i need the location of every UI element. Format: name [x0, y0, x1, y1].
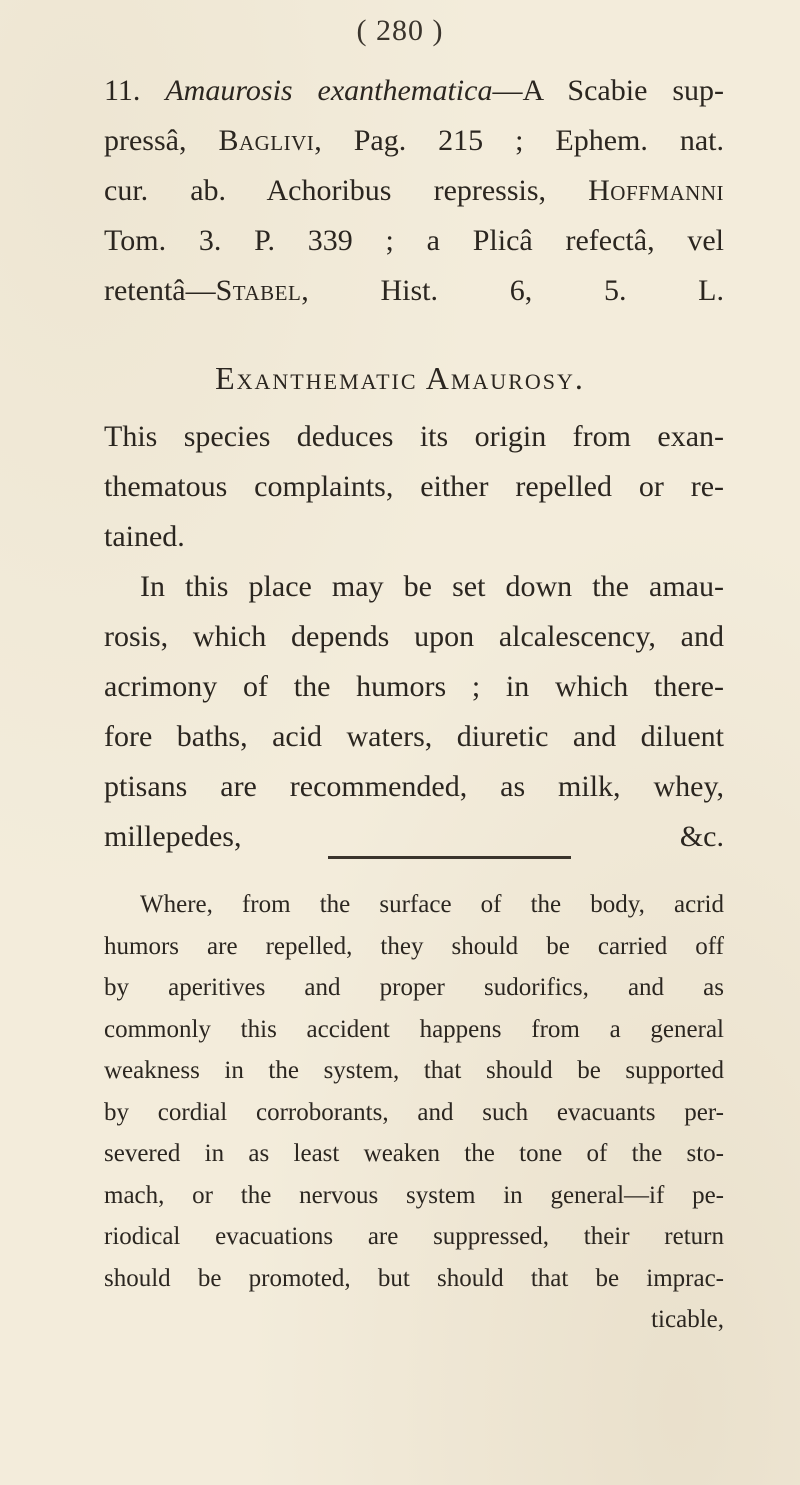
- paragraph-line: Where, from the surface of the body, acrid: [140, 891, 724, 918]
- paragraph-line: ptisans are recommended, as milk, whey,: [104, 770, 724, 803]
- section-heading: Exanthematic Amaurosy.: [215, 360, 585, 396]
- paragraph-line: In this place may be set down the amau-: [140, 570, 724, 603]
- paragraph-alcalescency: [104, 562, 724, 862]
- paragraph-line: thematous complaints, either repelled or re-: [104, 470, 724, 503]
- paragraph-origin: [104, 412, 724, 562]
- paragraph-line: riodical evacuations are suppressed, their return: [104, 1223, 724, 1250]
- paragraph-line: weakness in the system, that should be supported: [104, 1057, 724, 1084]
- paragraph-treatment: [104, 884, 724, 1341]
- entry-line-3: cur. ab. Achoribus repressis, Hoffmanni: [104, 174, 724, 207]
- paragraph-line: acrimony of the humors ; in which there-: [104, 670, 724, 703]
- paragraph-line: by aperitives and proper sudorifics, and as: [104, 974, 724, 1001]
- catchword: ticable,: [651, 1306, 724, 1333]
- entry-line-1: 11. Amaurosis exanthematica—A Scabie sup-: [104, 74, 725, 107]
- paragraph-line: mach, or the nervous system in general—if pe-: [104, 1181, 724, 1209]
- page-number: ( 280 ): [356, 14, 444, 47]
- entry-line-5: retentâ—Stabel, Hist. 6, 5. L.: [104, 274, 724, 307]
- author-stabel: Stabel: [215, 274, 302, 307]
- paragraph-line: should be promoted, but should that be imprac-: [104, 1264, 724, 1292]
- paragraph-line: rosis, which depends upon alcalescency, and: [104, 620, 724, 653]
- entry-latin-title: Amaurosis exanthematica: [165, 74, 493, 107]
- paragraph-line: This species deduces its origin from exan-: [104, 420, 724, 453]
- paragraph-line: humors are repelled, they should be carried off: [104, 932, 724, 960]
- entry-line-2: pressâ, Baglivi, Pag. 215 ; Ephem. nat.: [104, 124, 724, 157]
- entry-number: 11.: [104, 74, 141, 107]
- paragraph-line: tained.: [104, 520, 185, 553]
- paragraph-line: commonly this accident happens from a general: [104, 1015, 724, 1043]
- author-baglivi: Baglivi: [218, 124, 315, 157]
- paragraph-line: fore baths, acid waters, diuretic and diluent: [104, 720, 724, 753]
- paragraph-line: millepedes, &c.: [104, 820, 724, 853]
- paragraph-line: severed in as least weaken the tone of the sto-: [104, 1140, 724, 1167]
- paragraph-line: by cordial corroborants, and such evacuants per-: [104, 1098, 724, 1126]
- entry-line-4: Tom. 3. P. 339 ; a Plicâ refectâ, vel: [104, 224, 724, 257]
- section-divider: [328, 856, 571, 859]
- author-hoffmanni: Hoffmanni: [588, 174, 724, 207]
- entry-eleven: [104, 66, 724, 316]
